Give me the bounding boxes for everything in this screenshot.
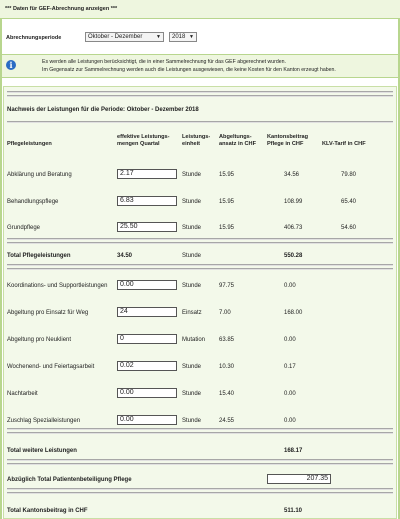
row-rate: 24.55: [219, 418, 235, 424]
row-unit: Stunde: [182, 418, 202, 424]
row-unit: Mutation: [182, 337, 206, 343]
row-label: Wochenend- und Feiertagsarbeit: [7, 364, 95, 370]
row-klv: 65.40: [341, 199, 357, 205]
row-contribution: 0.00: [284, 391, 296, 397]
year-select-value: 2018: [172, 34, 186, 40]
row-rate: 97.75: [219, 283, 235, 289]
quantity-input[interactable]: 2.17: [117, 169, 177, 179]
row-rate: 15.95: [219, 172, 235, 178]
divider: [7, 488, 393, 490]
row-label: Nachtarbeit: [7, 391, 38, 397]
total-pflege-unit: Stunde: [182, 253, 202, 259]
divider: [7, 91, 393, 93]
divider: [7, 268, 393, 270]
row-unit: Stunde: [182, 199, 202, 205]
info-icon: i: [6, 60, 16, 70]
period-selector-row: [6, 32, 396, 44]
total-pflege-qty: 34.50: [117, 253, 133, 259]
total-kanton-value: 511.10: [284, 508, 303, 514]
row-unit: Stunde: [182, 283, 202, 289]
row-label: Behandlungspflege: [7, 199, 59, 205]
row-label: Grundpflege: [7, 225, 41, 231]
col-header-quantity-line2: mengen Quartal: [117, 141, 160, 147]
row-label: Abklärung und Beratung: [7, 172, 72, 178]
patient-share-field[interactable]: 207.35: [267, 474, 331, 484]
info-bar: [2, 54, 398, 78]
row-unit: Stunde: [182, 391, 202, 397]
col-header-service: Pflegeleistungen: [7, 141, 52, 147]
col-header-contribution: [267, 134, 308, 148]
row-unit: Stunde: [182, 172, 202, 178]
patient-share-label: Abzüglich Total Patientenbeteiligung Pflege: [7, 477, 132, 483]
row-contribution: 108.99: [284, 199, 303, 205]
row-contribution: 0.00: [284, 337, 296, 343]
quantity-input[interactable]: 0.00: [117, 388, 177, 398]
quantity-input[interactable]: 6.83: [117, 196, 177, 206]
chevron-down-icon: ▼: [189, 34, 194, 40]
col-header-quantity-line1: effektive Leistungs-: [117, 134, 170, 140]
col-header-contribution-line2: Pflege in CHF: [267, 141, 304, 147]
row-label: Zuschlag Spezialleistungen: [7, 418, 81, 424]
row-unit: Stunde: [182, 225, 202, 231]
year-select[interactable]: [169, 32, 197, 42]
row-contribution: 168.00: [284, 310, 303, 316]
row-rate: 15.95: [219, 199, 235, 205]
col-header-unit: [182, 134, 210, 148]
row-unit: Stunde: [182, 364, 202, 370]
row-label: Abgeltung pro Neuklient: [7, 337, 72, 343]
info-text: [42, 58, 336, 74]
results-panel: [3, 86, 397, 519]
row-klv: 54.60: [341, 225, 357, 231]
row-unit: Einsatz: [182, 310, 202, 316]
total-weitere-contribution: 168.17: [284, 448, 303, 454]
divider: [7, 428, 393, 430]
row-contribution: 0.00: [284, 418, 296, 424]
quantity-input[interactable]: 24: [117, 307, 177, 317]
row-contribution: 0.00: [284, 283, 296, 289]
chevron-down-icon: ▼: [156, 34, 161, 40]
total-weitere-label: Total weitere Leistungen: [7, 448, 77, 454]
total-kanton-label: Total Kantonsbeitrag in CHF: [7, 508, 88, 514]
row-rate: 63.85: [219, 337, 235, 343]
row-label: Koordinations- und Supportleistungen: [7, 283, 108, 289]
divider: [7, 264, 393, 266]
row-rate: 10.30: [219, 364, 235, 370]
col-header-unit-line1: Leistungs-: [182, 134, 211, 140]
row-contribution: 0.17: [284, 364, 296, 370]
divider: [7, 459, 393, 461]
quantity-input[interactable]: 0.02: [117, 361, 177, 371]
divider: [7, 121, 393, 123]
col-header-quantity: [117, 134, 170, 148]
col-header-contribution-line1: Kantonsbeitrag: [267, 134, 309, 140]
quantity-input[interactable]: 0.00: [117, 415, 177, 425]
divider: [7, 463, 393, 465]
quantity-input[interactable]: 0.00: [117, 280, 177, 290]
quantity-input[interactable]: 0: [117, 334, 177, 344]
row-klv: 79.80: [341, 172, 357, 178]
col-header-unit-line2: einheit: [182, 141, 201, 147]
info-line-1: Es werden alle Leistungen berücksichtigt, die in einer Sammelrechnung für das GEF abgerechnet wurden.: [42, 59, 286, 65]
divider: [7, 95, 393, 97]
row-rate: 15.95: [219, 225, 235, 231]
divider: [7, 432, 393, 434]
row-rate: 15.40: [219, 391, 235, 397]
table-title: Nachweis der Leistungen für die Periode: Oktober - Dezember 2018: [7, 107, 199, 113]
row-label: Abgeltung pro Einsatz für Weg: [7, 310, 89, 316]
month-select[interactable]: [85, 32, 164, 42]
col-header-klv: KLV-Tarif in CHF: [322, 141, 366, 147]
divider: [7, 492, 393, 494]
header-bar[interactable]: [0, 0, 400, 19]
col-header-rate-line2: ansatz in CHF: [219, 141, 256, 147]
total-pflege-contribution: 550.28: [284, 253, 303, 259]
total-pflege-label: Total Pflegeleistungen: [7, 253, 71, 259]
row-contribution: 406.73: [284, 225, 303, 231]
quantity-input[interactable]: 25.50: [117, 222, 177, 232]
row-contribution: 34.56: [284, 172, 300, 178]
divider: [7, 238, 393, 240]
header-title[interactable]: *** Daten für GEF-Abrechnung anzeigen ***: [5, 6, 118, 12]
info-line-2: Im Gegensatz zur Sammelrechnung werden auch die Leistungen ausgewiesen, die keine Kosten für den Kanton erzeugt haben.: [42, 67, 336, 73]
month-select-value: Oktober - Dezember: [88, 34, 143, 40]
col-header-rate-line1: Abgeltungs-: [219, 134, 252, 140]
divider: [7, 242, 393, 244]
period-label: Abrechnungsperiode: [6, 35, 62, 41]
row-rate: 7.00: [219, 310, 231, 316]
col-header-rate: [219, 134, 256, 148]
